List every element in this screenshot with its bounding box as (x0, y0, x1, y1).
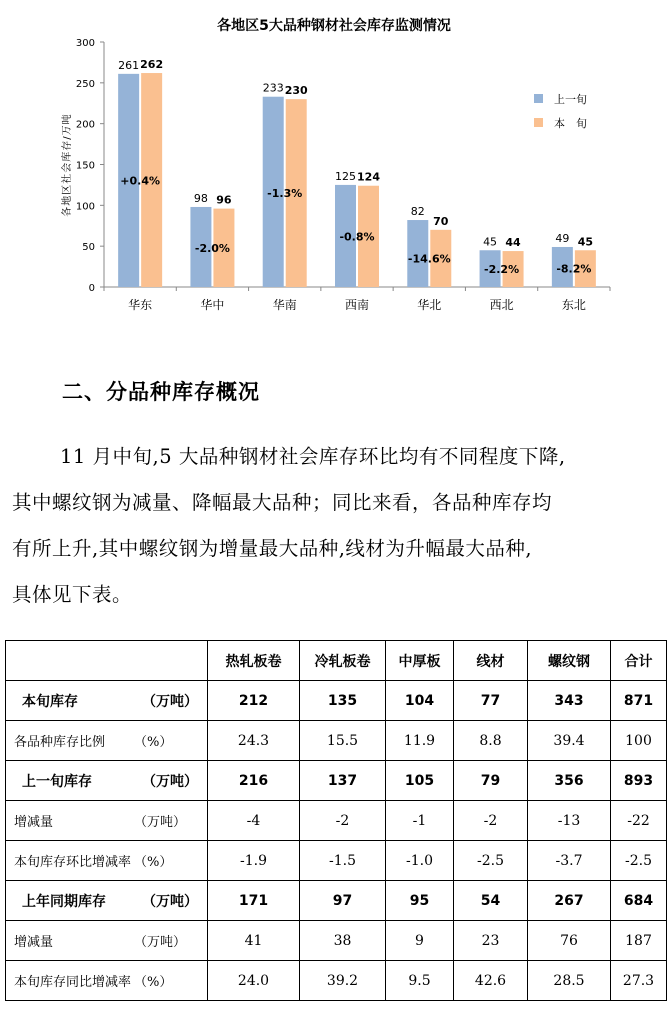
table-cell: 356 (528, 761, 611, 801)
y-tick-label: 150 (75, 160, 95, 172)
table-cell: 24.0 (208, 961, 300, 1001)
data-label-current: 262 (140, 58, 164, 72)
table-header-cell: 中厚板 (386, 641, 454, 681)
data-label-current: 124 (357, 170, 380, 184)
data-label-previous: 233 (262, 81, 284, 95)
row-label-unit: （万吨） (142, 693, 198, 710)
row-label-name: 增减量 (14, 815, 54, 830)
table-header-cell: 热轧板卷 (208, 641, 300, 681)
table-cell: 9.5 (386, 961, 454, 1001)
row-label (6, 841, 208, 881)
table-cell: -1.5 (300, 841, 386, 881)
table-cell: 9 (386, 921, 454, 961)
table-cell: -3.7 (528, 841, 611, 881)
table-cell: 39.2 (300, 961, 386, 1001)
y-tick-label: 0 (88, 283, 95, 294)
table-cell: -2 (300, 801, 386, 841)
x-category-label: 华南 (272, 298, 297, 312)
legend-swatch (534, 94, 543, 103)
section-heading: 二、分品种库存概况 (62, 380, 260, 404)
table-cell: -4 (208, 801, 300, 841)
x-category-label: 西南 (344, 298, 370, 312)
table-cell: 871 (611, 681, 667, 721)
table-cell: 95 (386, 881, 454, 921)
table-row (6, 721, 667, 761)
table-cell: 135 (300, 681, 386, 721)
table-cell: -1.9 (208, 841, 300, 881)
row-label (6, 961, 208, 1001)
data-label-previous: 49 (555, 231, 570, 245)
table-header-cell (6, 641, 208, 681)
change-label: -8.2% (556, 262, 592, 276)
table-cell: 79 (454, 761, 528, 801)
row-label-name: 各品种库存比例 (14, 735, 106, 750)
table-cell: 28.5 (528, 961, 611, 1001)
table-header-cell: 线材 (454, 641, 528, 681)
table-cell: 187 (611, 921, 667, 961)
row-label-name: 本旬库存环比增减率 (14, 855, 132, 870)
data-label-current: 45 (577, 235, 594, 249)
row-label (6, 881, 208, 921)
table-row (6, 761, 667, 801)
x-category-label: 东北 (561, 298, 586, 312)
table-cell: 267 (528, 881, 611, 921)
legend-swatch (534, 118, 543, 127)
table-header-row (6, 641, 667, 681)
row-label (6, 721, 208, 761)
table-cell: 41 (208, 921, 300, 961)
row-label-unit: （万吨） (134, 815, 187, 830)
data-label-previous: 45 (483, 235, 498, 249)
table-cell: -22 (611, 801, 667, 841)
data-label-previous: 125 (335, 169, 356, 183)
paragraph-line: 11 月中旬,5 大品种钢材社会库存环比均有不同程度下降, (60, 445, 566, 468)
table-cell: 684 (611, 881, 667, 921)
row-label (6, 681, 208, 721)
row-label-unit: （%） (134, 975, 173, 990)
x-category-label: 华东 (128, 298, 153, 312)
table-cell: 54 (454, 881, 528, 921)
data-label-previous: 82 (410, 205, 425, 219)
change-label: -0.8% (339, 230, 375, 244)
table-cell: 42.6 (454, 961, 528, 1001)
table-header-cell: 螺纹钢 (528, 641, 611, 681)
table-cell: 100 (611, 721, 667, 761)
row-label-unit: （万吨） (142, 893, 198, 910)
change-label: -2.0% (194, 241, 230, 255)
table-cell: -13 (528, 801, 611, 841)
table-cell: 893 (611, 761, 667, 801)
table-cell: 171 (208, 881, 300, 921)
legend-label: 本 旬 (554, 117, 587, 130)
table-cell: 39.4 (528, 721, 611, 761)
table-cell: 97 (300, 881, 386, 921)
row-label-unit: （%） (134, 735, 173, 750)
x-category-label: 华北 (417, 298, 442, 312)
data-label-previous: 98 (193, 191, 208, 205)
table-cell: 23 (454, 921, 528, 961)
row-label-unit: （%） (134, 855, 173, 870)
row-label (6, 761, 208, 801)
row-label-name: 本旬库存同比增减率 (14, 975, 132, 990)
table-cell: 38 (300, 921, 386, 961)
x-category-label: 西北 (489, 298, 514, 312)
data-label-current: 70 (433, 214, 449, 228)
row-label-name: 上年同期库存 (22, 893, 106, 910)
table-row (6, 841, 667, 881)
table-row (6, 681, 667, 721)
table-cell: 77 (454, 681, 528, 721)
row-label-name: 本旬库存 (22, 693, 78, 710)
table-cell: 27.3 (611, 961, 667, 1001)
y-tick-label: 250 (75, 78, 95, 90)
table-cell: 11.9 (386, 721, 454, 761)
y-tick-label: 200 (75, 119, 95, 131)
table-cell: 8.8 (454, 721, 528, 761)
data-label-current: 96 (216, 193, 232, 207)
row-label-unit: （万吨） (142, 773, 198, 790)
chart-title: 各地区5大品种钢材社会库存监测情况 (217, 18, 451, 34)
legend-label: 上一旬 (554, 93, 587, 106)
table-cell: 343 (528, 681, 611, 721)
data-label-previous: 261 (118, 58, 140, 72)
table-cell: 15.5 (300, 721, 386, 761)
table-row (6, 921, 667, 961)
row-label (6, 801, 208, 841)
paragraph-line: 其中螺纹钢为减量、降幅最大品种；同比来看，各品种库存均 (12, 491, 553, 514)
table-row (6, 961, 667, 1001)
y-axis-label: 各地区社会库存/万吨 (62, 113, 73, 217)
change-label: -2.2% (484, 263, 520, 277)
row-label (6, 921, 208, 961)
table-cell: -2 (454, 801, 528, 841)
paragraph-line: 有所上升,其中螺纹钢为增量最大品种,线材为升幅最大品种, (12, 537, 533, 560)
table-row (6, 881, 667, 921)
table-cell: 24.3 (208, 721, 300, 761)
table-header-cell: 冷轧板卷 (300, 641, 386, 681)
table-cell: 104 (386, 681, 454, 721)
table-cell: -2.5 (611, 841, 667, 881)
y-tick-label: 300 (75, 38, 95, 49)
table-cell: -2.5 (454, 841, 528, 881)
change-label: -1.3% (267, 187, 303, 201)
data-label-current: 230 (284, 84, 308, 98)
data-label-current: 44 (505, 236, 521, 250)
y-tick-label: 100 (75, 201, 95, 213)
table-cell: 76 (528, 921, 611, 961)
row-label-name: 增减量 (14, 935, 54, 950)
table-cell: -1 (386, 801, 454, 841)
table-cell: 105 (386, 761, 454, 801)
inventory-bar-chart (0, 0, 669, 330)
paragraph-line: 具体见下表。 (12, 583, 133, 606)
table-cell: -1.0 (386, 841, 454, 881)
inventory-table (5, 640, 667, 1001)
row-label-name: 上一旬库存 (22, 773, 92, 790)
table-header-cell: 合计 (611, 641, 667, 681)
change-label: -14.6% (407, 252, 451, 266)
x-category-label: 华中 (200, 298, 225, 312)
summary-paragraph (12, 434, 667, 618)
table-row (6, 801, 667, 841)
table-cell: 212 (208, 681, 300, 721)
change-label: +0.4% (120, 174, 161, 188)
table-cell: 137 (300, 761, 386, 801)
y-tick-label: 50 (82, 242, 95, 254)
table-cell: 216 (208, 761, 300, 801)
row-label-unit: （万吨） (134, 935, 187, 950)
